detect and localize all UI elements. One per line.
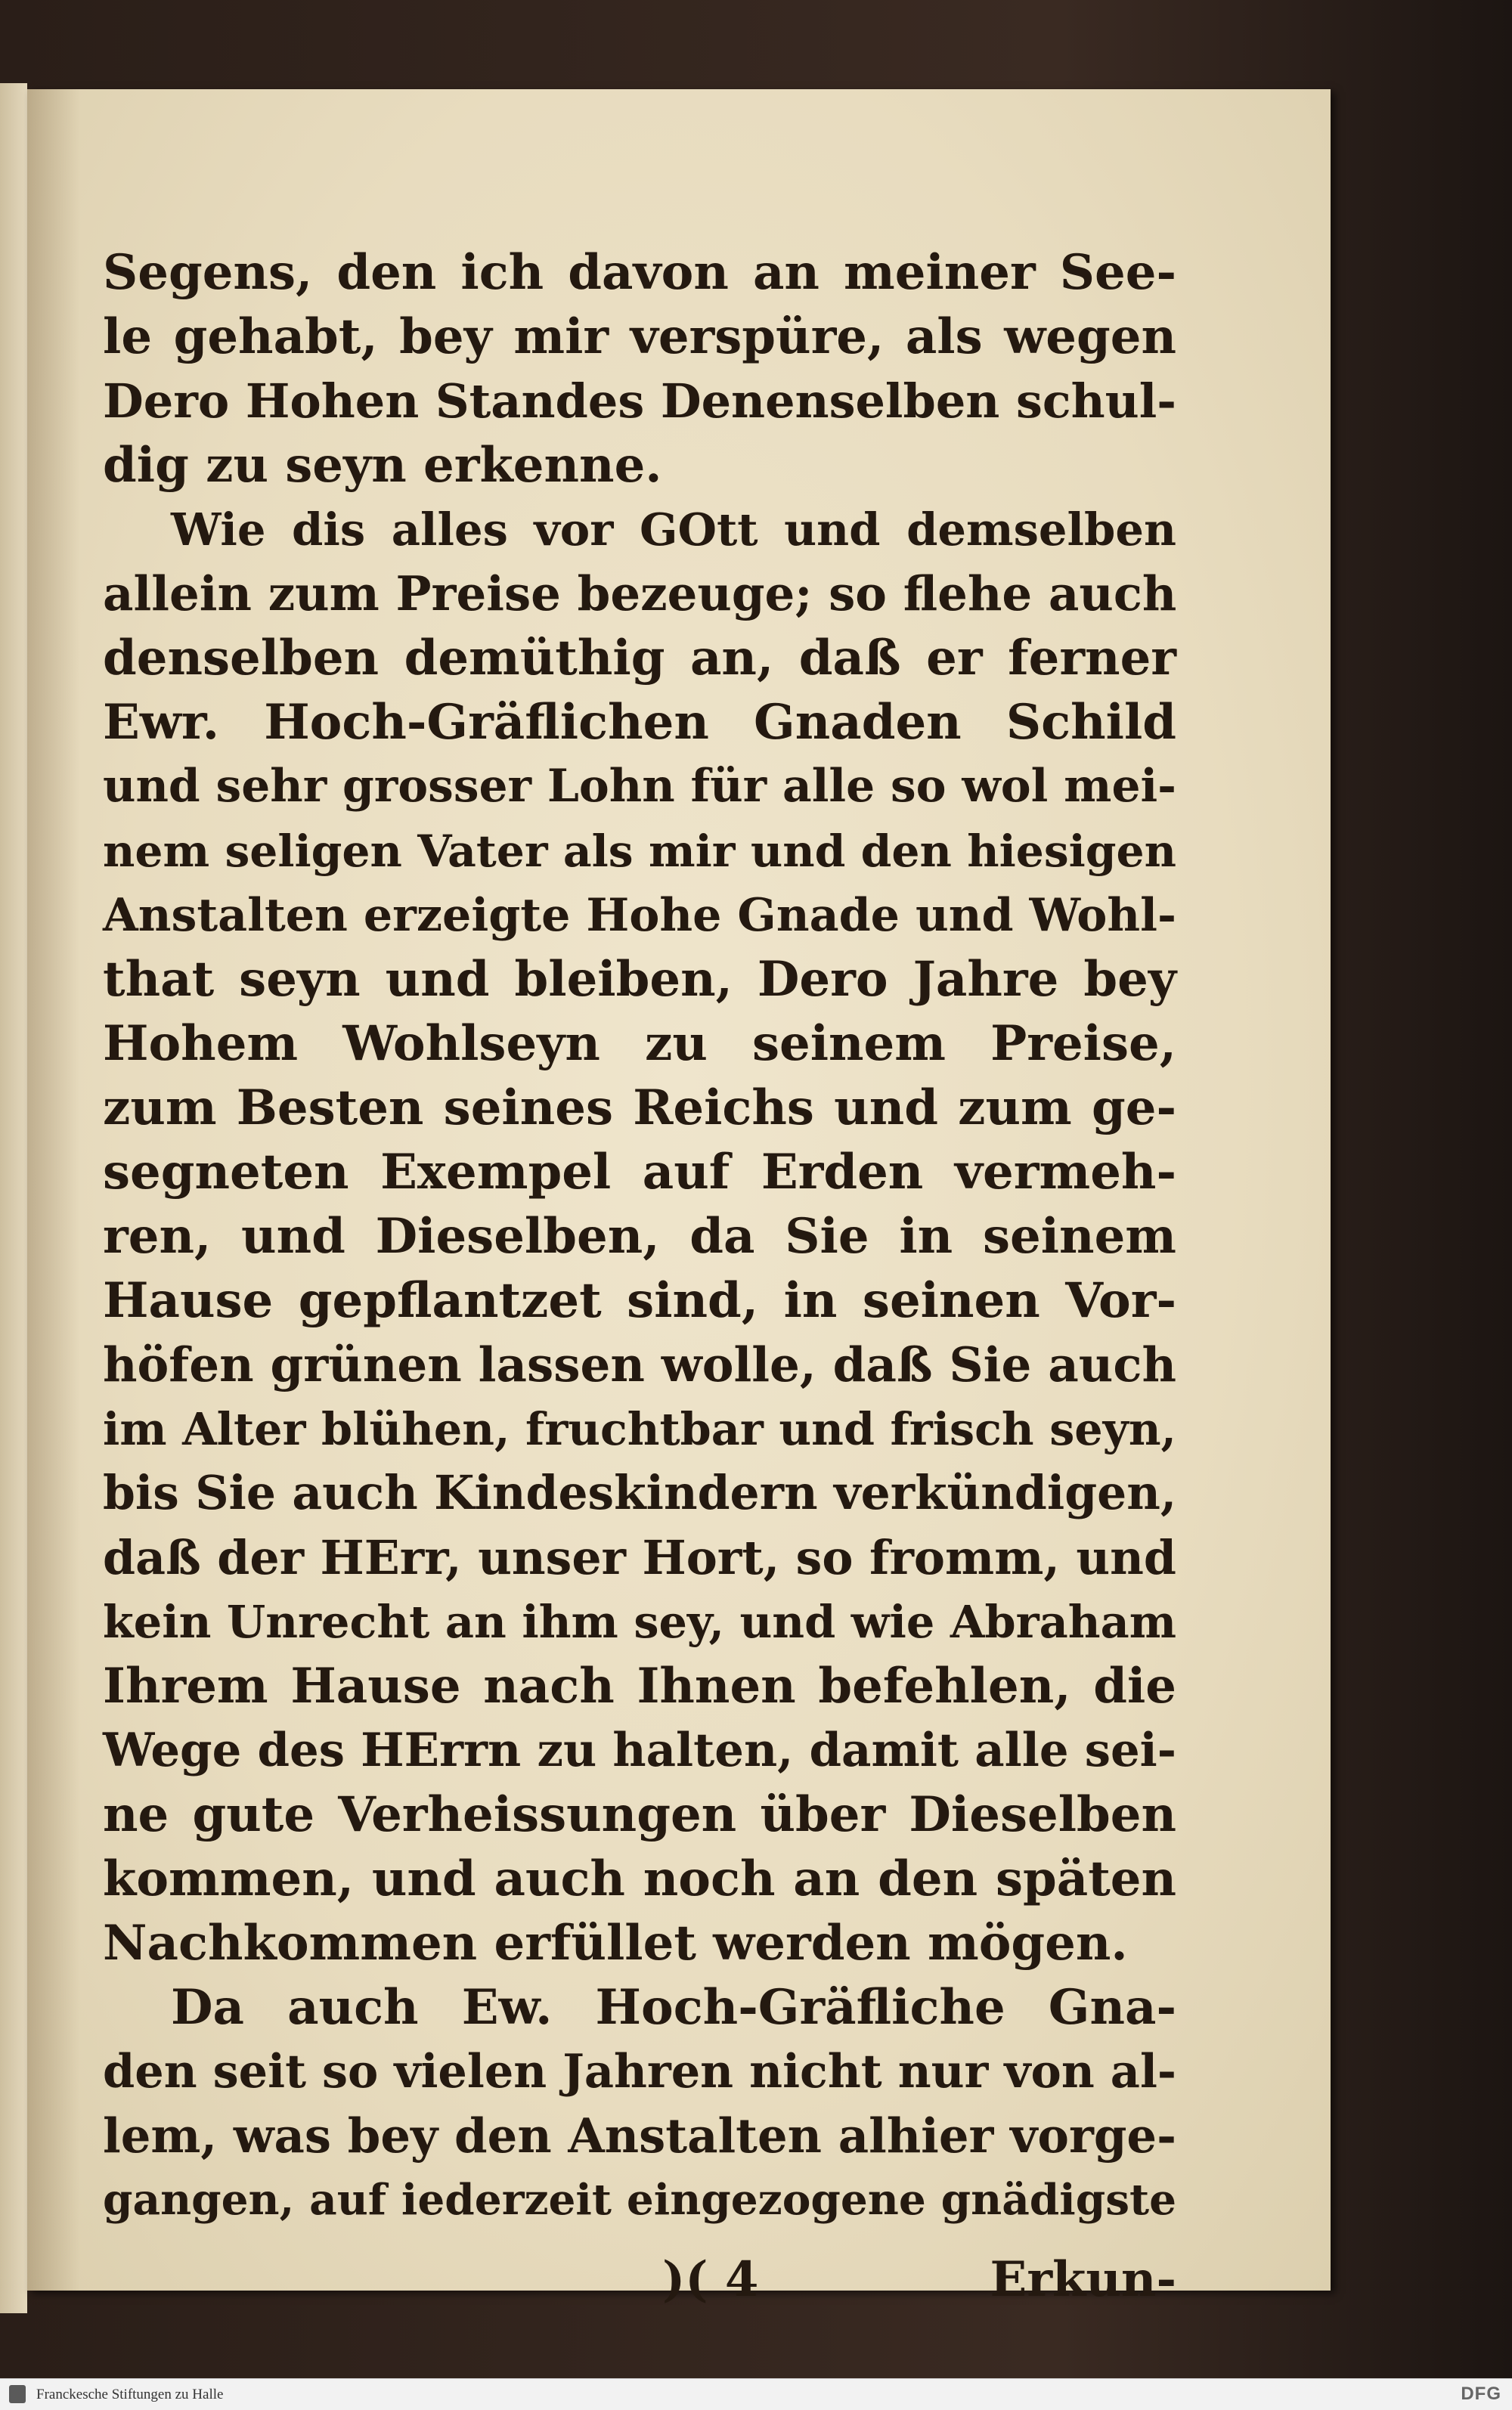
- text-line: ne gute Verheissungen über Dieselben: [103, 1786, 1176, 1843]
- text-line: nem seligen Vater als mir und den hiesigen: [103, 825, 1176, 877]
- text-line: allein zum Preise bezeuge; so flehe auch: [103, 565, 1177, 621]
- text-line: Dero Hohen Standes Denenselben schul-: [103, 373, 1176, 429]
- text-line: segneten Exempel auf Erden vermeh-: [103, 1144, 1176, 1200]
- footer-bar: [0, 2378, 1512, 2410]
- text-line: im Alter blühen, fruchtbar und frisch seyn,: [103, 1403, 1176, 1455]
- text-line: zum Besten seines Reichs und zum ge-: [103, 1080, 1176, 1136]
- left-page-edge: [0, 83, 27, 2313]
- text-line: Da auch Ew. Hoch-Gräfliche Gna-: [171, 1979, 1176, 2036]
- text-line: kommen, und auch noch an den späten: [103, 1851, 1176, 1907]
- page-text-block: [103, 240, 1176, 2232]
- text-line: that seyn und bleiben, Dero Jahre bey: [103, 951, 1176, 1008]
- text-line: kein Unrecht an ihm sey, und wie Abraham: [103, 1596, 1176, 1648]
- text-line: denselben demüthig an, daß er ferner: [103, 630, 1176, 686]
- text-line: Segens, den ich davon an meiner See-: [103, 244, 1176, 301]
- text-line: höfen grünen lassen wolle, daß Sie auch: [103, 1337, 1176, 1392]
- text-line: Wege des HErrn zu halten, damit alle sei-: [103, 1724, 1177, 1777]
- book-page: [27, 89, 1331, 2308]
- text-line: Wie dis alles vor GOtt und demselben: [171, 503, 1176, 556]
- text-line: bis Sie auch Kindeskindern verkündigen,: [103, 1466, 1177, 1520]
- text-line: Hause gepflantzet sind, in seinen Vor-: [103, 1272, 1176, 1329]
- text-line: dig zu seyn erkenne.: [103, 437, 662, 494]
- text-line: Anstalten erzeigte Hohe Gnade und Wohl-: [103, 888, 1176, 942]
- text-line: Nachkommen erfüllet werden mögen.: [103, 1915, 1128, 1972]
- catchword: Erkun-: [990, 2251, 1176, 2308]
- page-foot-row: [103, 2251, 1176, 2316]
- text-line: le gehabt, bey mir verspüre, als wegen: [103, 308, 1176, 365]
- text-line: daß der HErr, unser Hort, so fromm, und: [103, 1530, 1176, 1585]
- text-line: Ewr. Hoch-Gräflichen Gnaden Schild: [103, 694, 1176, 751]
- text-line: den seit so vielen Jahren nicht nur von al-: [103, 2045, 1176, 2099]
- text-line: lem, was bey den Anstalten alhier vorge-: [103, 2108, 1176, 2164]
- institution-name: Franckesche Stiftungen zu Halle: [36, 2387, 224, 2402]
- signature-mark: )( 4: [662, 2251, 759, 2308]
- dfg-logo: DFG: [1461, 2384, 1501, 2404]
- text-line: Ihrem Hause nach Ihnen befehlen, die: [103, 1658, 1176, 1715]
- text-line: ren, und Dieselben, da Sie in seinem: [103, 1208, 1176, 1265]
- text-line: gangen, auf iederzeit eingezogene gnädigste: [103, 2175, 1176, 2225]
- page-gutter-shadow: [27, 89, 80, 2291]
- text-line: Hohem Wohlseyn zu seinem Preise,: [103, 1015, 1176, 1072]
- text-line: und sehr grosser Lohn für alle so wol mei-: [103, 760, 1176, 813]
- institution-logo-icon: [9, 2385, 26, 2403]
